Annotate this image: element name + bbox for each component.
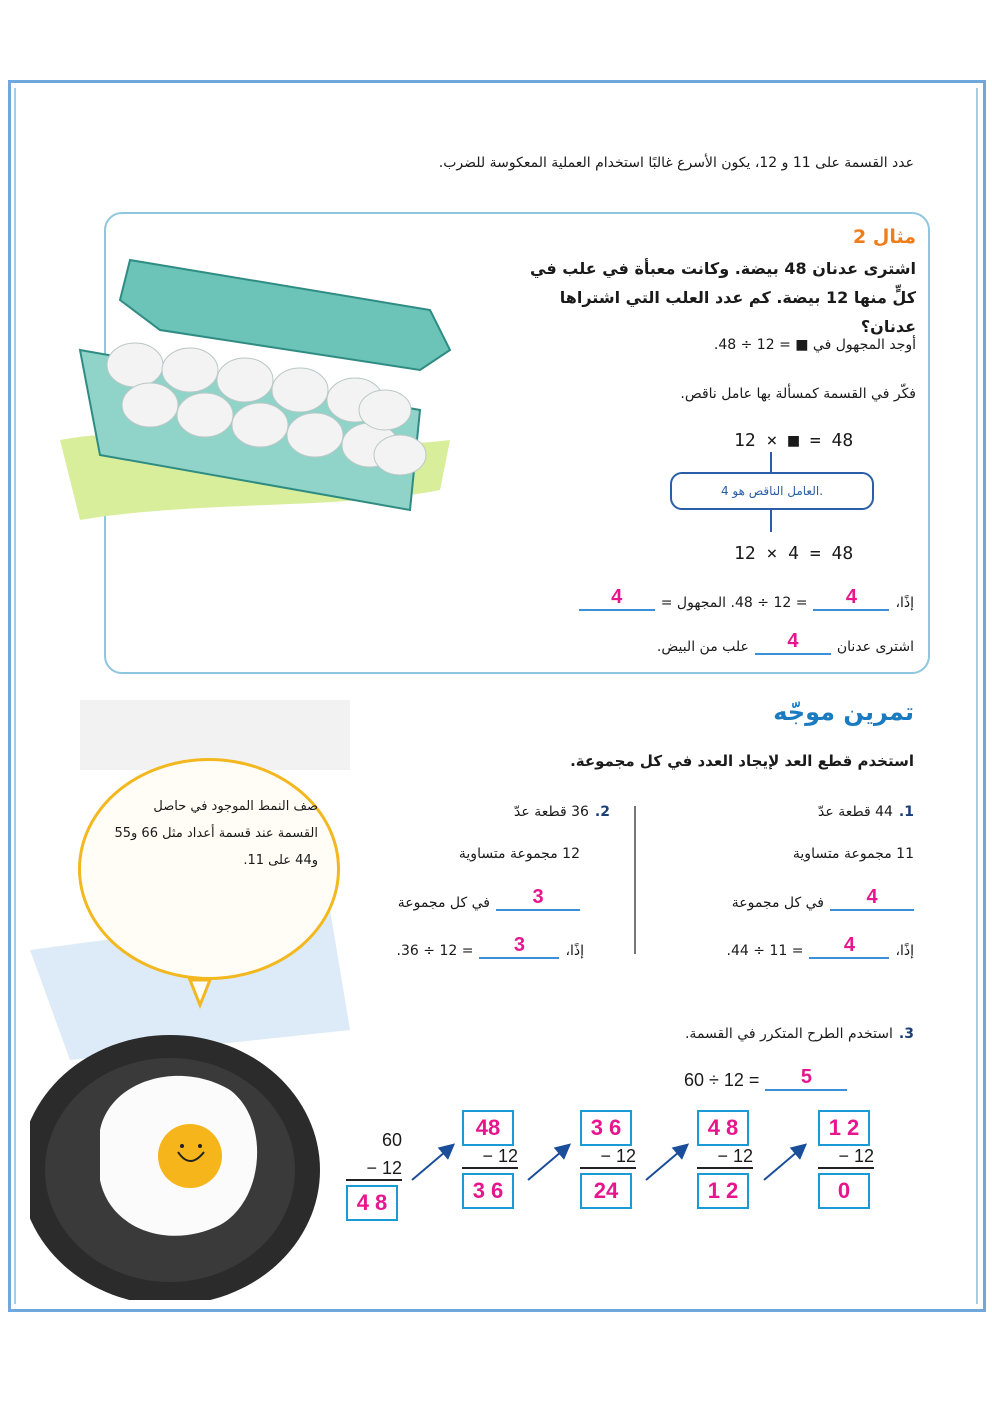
egg-yolk-smiley-icon [158, 1124, 222, 1188]
egg-icon [107, 343, 163, 387]
egg-icon [177, 393, 233, 437]
conclusion-prefix: إذًا، [895, 595, 914, 611]
step-3-result-box[interactable]: 24 [580, 1173, 632, 1209]
egg-icon [232, 403, 288, 447]
egg-icon [287, 413, 343, 457]
example-conclusion [454, 586, 914, 611]
answer-unknown-blank[interactable]: 4 [579, 586, 655, 611]
step-arrows [400, 1110, 830, 1200]
problem-2-answer2[interactable]: 3 [479, 934, 559, 959]
problem-1-suffix: = 11 ÷ 44. [726, 943, 804, 959]
example-final [657, 630, 914, 655]
problem-1-line3 [732, 886, 914, 911]
eye [180, 1144, 184, 1148]
final-suffix: علب من البيض. [656, 639, 749, 655]
problem-1-answer1[interactable]: 4 [830, 886, 914, 911]
final-prefix: اشترى عدنان [836, 639, 914, 655]
intro-text: عدد القسمة على 11 و 12، يكون الأسرع غالبًا استخدام العملية المعكوسة للضرب. [438, 155, 914, 171]
arrow-down [770, 510, 772, 532]
step-2-result-box[interactable]: 3 6 [462, 1173, 514, 1209]
step-3-sub: − 12 [600, 1146, 636, 1166]
problem-1-line4 [727, 934, 914, 959]
problem-2-prefix: إذًا، [565, 943, 584, 959]
example-step2: فكّر في القسمة كمسألة بها عامل ناقص. [680, 386, 916, 402]
step-2-top-box[interactable]: 48 [462, 1110, 514, 1146]
problem-2-line2: 12 مجموعة متساوية [458, 846, 580, 862]
step-4-top-box[interactable]: 4 8 [697, 1110, 749, 1146]
guided-instruction: استخدم قطع العد لإيجاد العدد في كل مجموعة. [570, 752, 914, 770]
problem-2-number: 2. [594, 804, 610, 820]
problem-3-equation [684, 1066, 847, 1091]
problem-1-number: 1. [898, 804, 914, 820]
egg-icon [122, 383, 178, 427]
egg-icon [217, 358, 273, 402]
example-question: اشترى عدنان 48 بيضة. وكانت معبأة في علب في كلٍّ منها 12 بيضة. كم عدد العلب التي اشتراها عدنان؟ [530, 259, 916, 336]
problem-1-line1 [818, 804, 914, 820]
problem-3-equation-text: 60 ÷ 12 = [684, 1070, 760, 1090]
problem-2-line4 [397, 934, 584, 959]
guided-practice-title: تمرين موجّه [773, 698, 914, 726]
problem-1-text: 44 قطعة عدّ [818, 804, 893, 820]
answer-quotient-blank[interactable]: 4 [813, 586, 889, 611]
problem-3-text: استخدم الطرح المتكرر في القسمة. [684, 1026, 893, 1042]
bubble-text: صف النمط الموجود في حاصل القسمة عند قسمة أعداد مثل 66 و55 و44 على 11. [114, 799, 318, 868]
arrow-up [770, 452, 772, 472]
problem-3-answer[interactable]: 5 [765, 1066, 847, 1091]
egg-icon [359, 390, 411, 430]
step-4-result-box[interactable]: 1 2 [697, 1173, 749, 1209]
step-5-result-box[interactable]: 0 [818, 1173, 870, 1209]
carton-lid [120, 260, 450, 370]
problem-2-line3 [398, 886, 580, 911]
problem-3-header [685, 1026, 914, 1042]
example-step1: أوجد المجهول في ■ = 12 ÷ 48. [713, 337, 916, 353]
missing-factor-note: العامل الناقص هو 4. [670, 472, 874, 510]
subtraction-step-1 [346, 1122, 402, 1221]
step-3-top-box[interactable]: 3 6 [580, 1110, 632, 1146]
problem-2-answer1[interactable]: 3 [496, 886, 580, 911]
equation-top: 12 × ■ = 48 [734, 430, 854, 451]
problem-2-suffix: = 12 ÷ 36. [396, 943, 474, 959]
problem-3-number: 3. [898, 1026, 914, 1042]
egg-icon [272, 368, 328, 412]
step-1-line [346, 1179, 402, 1181]
arrow-icon [528, 1146, 568, 1180]
egg-carton-illustration [40, 240, 470, 580]
conclusion-mid: = 12 ÷ 48. المجهول = [660, 595, 808, 611]
egg-icon [162, 348, 218, 392]
problems-divider [634, 806, 636, 954]
answer-boxes-blank[interactable]: 4 [755, 630, 831, 655]
problem-2-line1 [514, 804, 610, 820]
problem-1-prefix: إذًا، [895, 943, 914, 959]
step-1-top: 60 [381, 1130, 402, 1150]
problem-1-line2: 11 مجموعة متساوية [792, 846, 914, 862]
step-5-top-box[interactable]: 1 2 [818, 1110, 870, 1146]
step-1-sub: − 12 [366, 1158, 402, 1178]
example-title: مثال 2 [853, 226, 916, 248]
problem-2-text: 36 قطعة عدّ [514, 804, 589, 820]
egg-icon [374, 435, 426, 475]
eye [198, 1144, 202, 1148]
step-1-result-box[interactable]: 4 8 [346, 1185, 398, 1221]
problem-1-answer2[interactable]: 4 [809, 934, 889, 959]
step-4-sub: − 12 [717, 1146, 753, 1166]
problem-2-text3: في كل مجموعة [397, 895, 490, 911]
arrow-icon [764, 1146, 804, 1180]
equation-bottom: 12 × 4 = 48 [734, 543, 854, 564]
step-5-sub: − 12 [838, 1146, 874, 1166]
problem-1-text3: في كل مجموعة [731, 895, 824, 911]
step-2-sub: − 12 [482, 1146, 518, 1166]
arrow-icon [646, 1146, 686, 1180]
arrow-icon [412, 1146, 452, 1180]
